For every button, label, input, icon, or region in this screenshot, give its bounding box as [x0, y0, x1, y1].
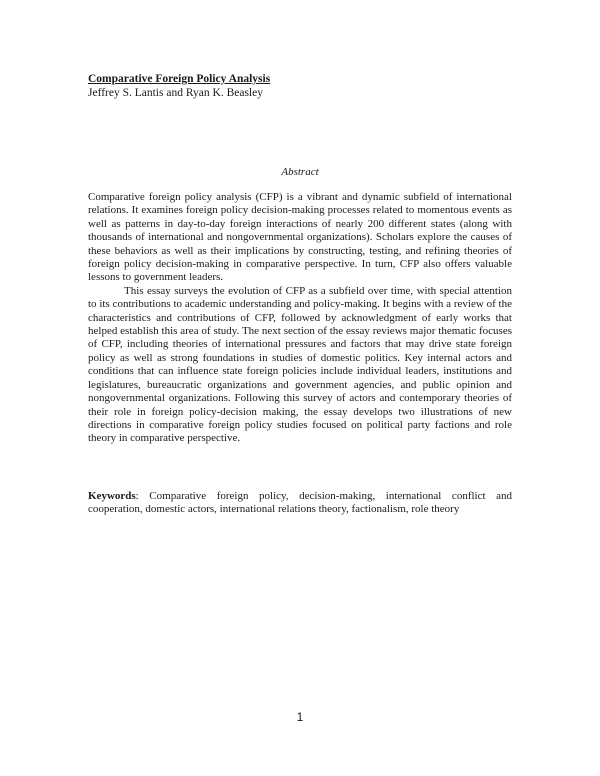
keywords-block [88, 490, 512, 517]
abstract-paragraph-2: This essay surveys the evolution of CFP as a subfield over time, with special attention to its contributions to academic understanding and policy-making. It begins with a review of the characteristics and contributions of CFP, followed by acknowledgment of early works that helped establish this area of study. The next section of the essay reviews major thematic focuses of CFP, including theories of international pressures and factors that may drive state foreign policy as well as strong foundations in studies of domestic politics. Key internal actors and conditions that can influence state foreign policies include individual leaders, institutions and legislatures, bureaucratic organizations and government agencies, and public opinion and nongovernmental organizations. Following this survey of actors and contemporary theories of their role in foreign policy-decision making, the essay develops two illustrations of new directions in comparative foreign policy studies focused on political party factions and role theory in comparative perspective. [88, 284, 512, 445]
abstract-paragraph-1: Comparative foreign policy analysis (CFP) is a vibrant and dynamic subfield of international relations. It examines foreign policy decision-making processes related to momentous events as well as patterns in day-to-day foreign interactions of nearly 200 different states (along with thousands of international and nongovernmental organizations). Scholars explore the causes of these behaviors as well as their implications by constructing, testing, and refining theories of foreign policy decision-making in comparative perspective. In turn, CFP also offers valuable lessons to government leaders. [88, 191, 512, 284]
page-number: 1 [296, 710, 304, 724]
keywords-label: Keywords [88, 490, 136, 502]
paper-authors: Jeffrey S. Lantis and Ryan K. Beasley [88, 87, 263, 99]
abstract-heading: Abstract [281, 166, 319, 178]
keywords-text: : Comparative foreign policy, decision-making, international conflict and cooperation, domestic actors, international relations theory, factionalism, role theory [88, 490, 512, 516]
abstract-body [88, 191, 512, 446]
paper-title: Comparative Foreign Policy Analysis [88, 73, 271, 85]
